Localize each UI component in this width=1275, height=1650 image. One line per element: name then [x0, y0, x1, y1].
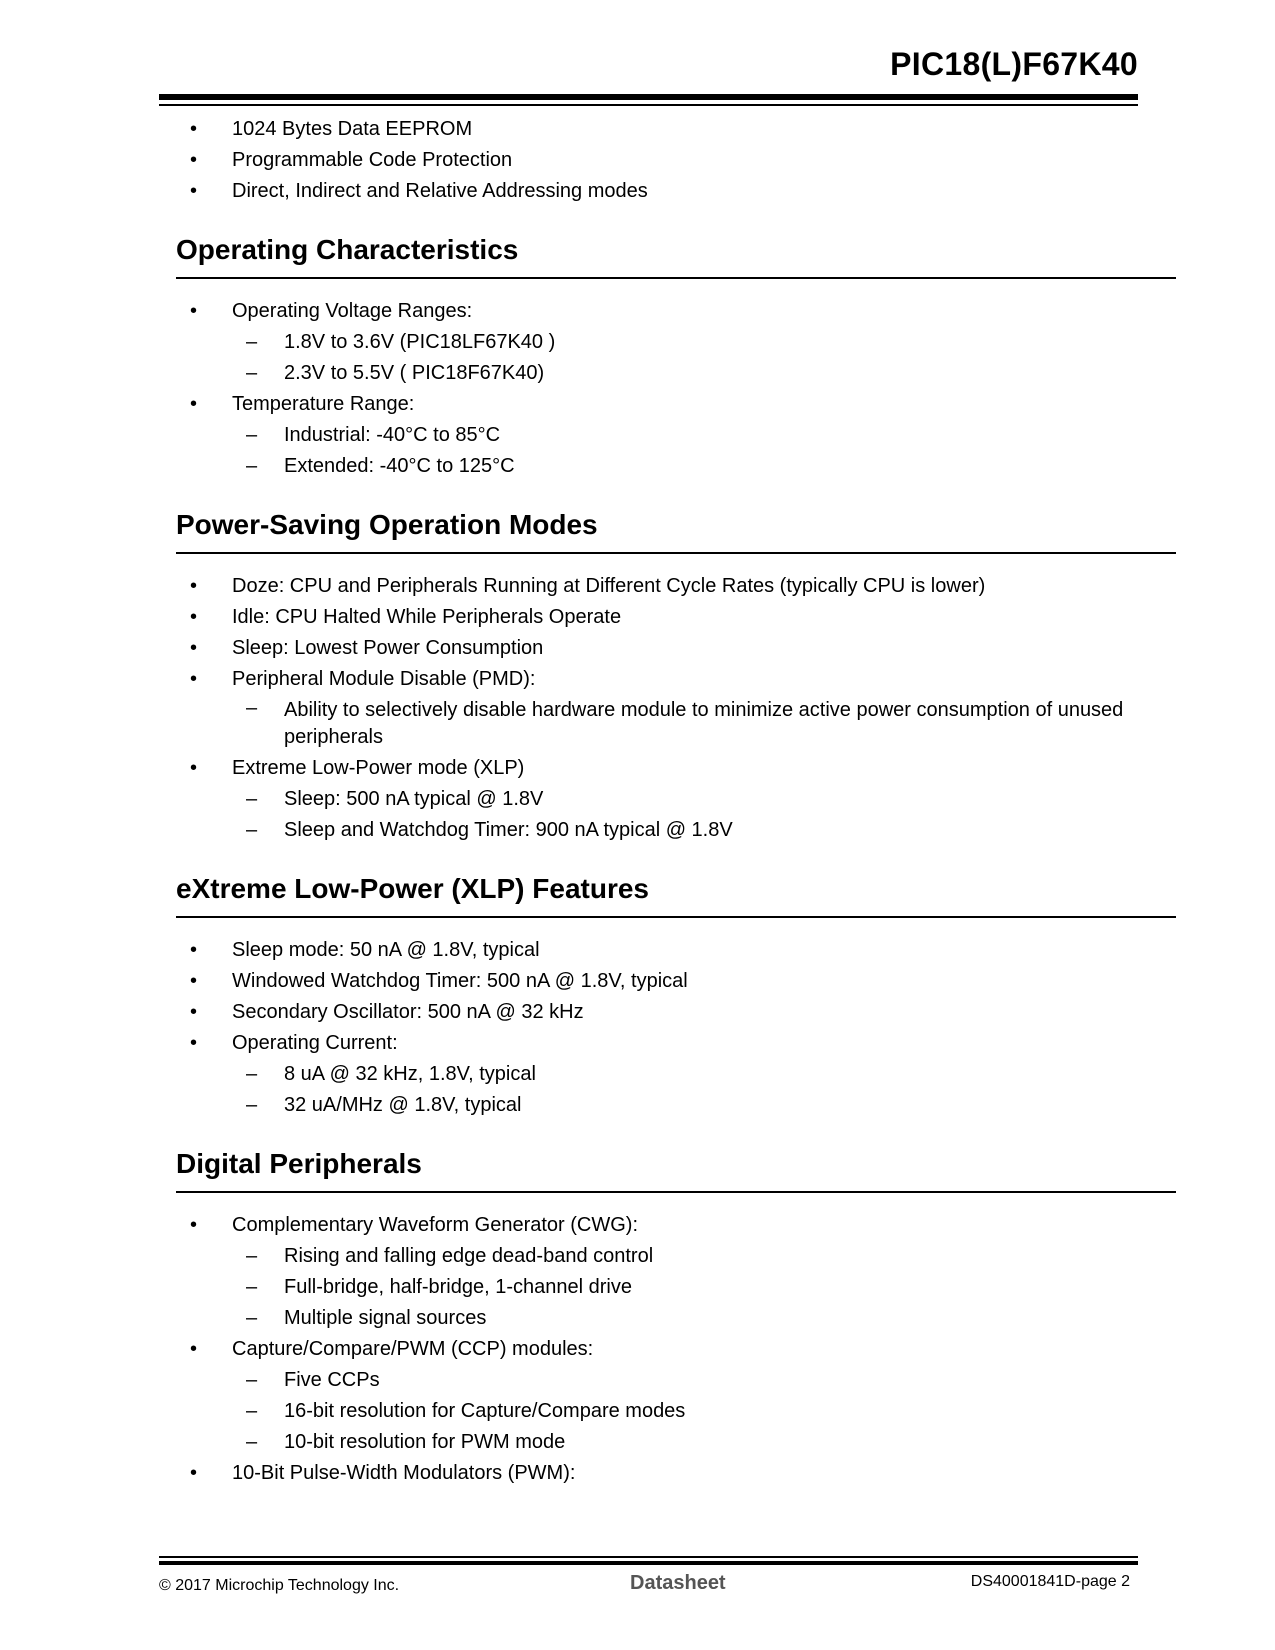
list-item: • 10-Bit Pulse-Width Modulators (PWM):: [176, 1458, 1176, 1489]
section-title: Digital Peripherals: [176, 1147, 1176, 1193]
dash-icon: –: [246, 455, 258, 477]
bullet-icon: •: [190, 118, 198, 140]
list-item: • Doze: CPU and Peripherals Running at Different Cycle Rates (typically CPU is lower): [176, 571, 1176, 602]
bullet-icon: •: [190, 180, 198, 202]
sub-list-item: – Multiple signal sources: [176, 1303, 1176, 1334]
dash-icon: –: [246, 331, 258, 353]
list-item: • Direct, Indirect and Relative Addressing modes: [176, 176, 1176, 207]
sub-list-item: – Sleep and Watchdog Timer: 900 nA typical @ 1.8V: [176, 815, 1176, 846]
sub-list-item: – Ability to selectively disable hardware module to minimize active power consumption of unused peripherals: [246, 697, 1124, 748]
bullet-icon: •: [190, 1032, 198, 1054]
list-item: • Operating Current:: [176, 1028, 1176, 1059]
section-list: [176, 296, 1176, 482]
section-power-saving-modes: [176, 508, 1176, 846]
bullet-icon: •: [190, 970, 198, 992]
dash-icon: –: [246, 1307, 258, 1329]
sub-list-item: – Industrial: -40°C to 85°C: [176, 420, 1176, 451]
list-item: • Complementary Waveform Generator (CWG):: [176, 1210, 1176, 1241]
section-title: Power-Saving Operation Modes: [176, 508, 1176, 554]
dash-icon: –: [246, 1369, 258, 1391]
bullet-icon: •: [190, 668, 198, 690]
sub-list-item: – 1.8V to 3.6V (PIC18LF67K40 ): [176, 327, 1176, 358]
bullet-icon: •: [190, 606, 198, 628]
header-rule: [159, 94, 1138, 100]
bullet-icon: •: [190, 1001, 198, 1023]
dash-icon: –: [246, 1400, 258, 1422]
bullet-icon: •: [190, 637, 198, 659]
list-item: • Operating Voltage Ranges:: [176, 296, 1176, 327]
bullet-icon: •: [190, 393, 198, 415]
bullet-icon: •: [190, 757, 198, 779]
bullet-icon: •: [190, 1338, 198, 1360]
bullet-icon: •: [190, 1462, 198, 1484]
dash-icon: –: [246, 819, 258, 841]
sub-list-item: – 2.3V to 5.5V ( PIC18F67K40): [176, 358, 1176, 389]
dash-icon: –: [246, 788, 258, 810]
list-item: • Idle: CPU Halted While Peripherals Operate: [176, 602, 1176, 633]
sub-list-item: – Full-bridge, half-bridge, 1-channel drive: [176, 1272, 1176, 1303]
footer-copyright: © 2017 Microchip Technology Inc.: [159, 1577, 400, 1594]
footer-page-number: DS40001841D-page 2: [970, 1573, 1130, 1590]
section-list: [176, 1210, 1176, 1489]
bullet-icon: •: [190, 1214, 198, 1236]
dash-icon: –: [246, 1431, 258, 1453]
list-item: • 1024 Bytes Data EEPROM: [176, 114, 1176, 145]
section-title: Operating Characteristics: [176, 233, 1176, 279]
list-item: • Secondary Oscillator: 500 nA @ 32 kHz: [176, 997, 1176, 1028]
bullet-icon: •: [190, 149, 198, 171]
section-title: eXtreme Low-Power (XLP) Features: [176, 872, 1176, 918]
sub-list-item: – Sleep: 500 nA typical @ 1.8V: [176, 784, 1176, 815]
sub-list-item: – 8 uA @ 32 kHz, 1.8V, typical: [176, 1059, 1176, 1090]
bullet-icon: •: [190, 300, 198, 322]
list-item: • Extreme Low-Power mode (XLP): [176, 753, 1176, 784]
footer-rule-thick: [159, 1561, 1138, 1565]
page-header-title: PIC18(L)F67K40: [890, 46, 1138, 82]
sub-list-item: – 10-bit resolution for PWM mode: [176, 1427, 1176, 1458]
list-item: • Temperature Range:: [176, 389, 1176, 420]
dash-icon: –: [246, 362, 258, 384]
sub-list-item: – Five CCPs: [176, 1365, 1176, 1396]
list-item: • Sleep: Lowest Power Consumption: [176, 633, 1176, 664]
sub-list-item: – 32 uA/MHz @ 1.8V, typical: [176, 1090, 1176, 1121]
dash-icon: –: [246, 1245, 258, 1267]
dash-icon: –: [246, 1276, 258, 1298]
dash-icon: –: [246, 1063, 258, 1085]
sub-list-item: – 16-bit resolution for Capture/Compare modes: [176, 1396, 1176, 1427]
list-item: • Sleep mode: 50 nA @ 1.8V, typical: [176, 935, 1176, 966]
bullet-icon: •: [190, 575, 198, 597]
bullet-icon: •: [190, 939, 198, 961]
intro-list: [176, 114, 1176, 207]
section-operating-characteristics: [176, 233, 1176, 482]
header-rule-thin: [159, 104, 1138, 106]
list-item: • Programmable Code Protection: [176, 145, 1176, 176]
section-digital-peripherals: [176, 1147, 1176, 1489]
list-item: • Capture/Compare/PWM (CCP) modules:: [176, 1334, 1176, 1365]
section-list: [176, 571, 1176, 846]
sub-list-item: – Rising and falling edge dead-band control: [176, 1241, 1176, 1272]
footer-rule: [159, 1556, 1138, 1558]
section-list: [176, 935, 1176, 1121]
list-item: • Windowed Watchdog Timer: 500 nA @ 1.8V, typical: [176, 966, 1176, 997]
sub-list-item: – Extended: -40°C to 125°C: [176, 451, 1176, 482]
document-body: [176, 114, 1176, 1489]
dash-icon: –: [246, 697, 258, 719]
footer-document-type: Datasheet: [630, 1572, 726, 1594]
list-item: • Peripheral Module Disable (PMD):: [176, 664, 1176, 695]
dash-icon: –: [246, 1094, 258, 1116]
dash-icon: –: [246, 424, 258, 446]
section-xlp-features: [176, 872, 1176, 1121]
